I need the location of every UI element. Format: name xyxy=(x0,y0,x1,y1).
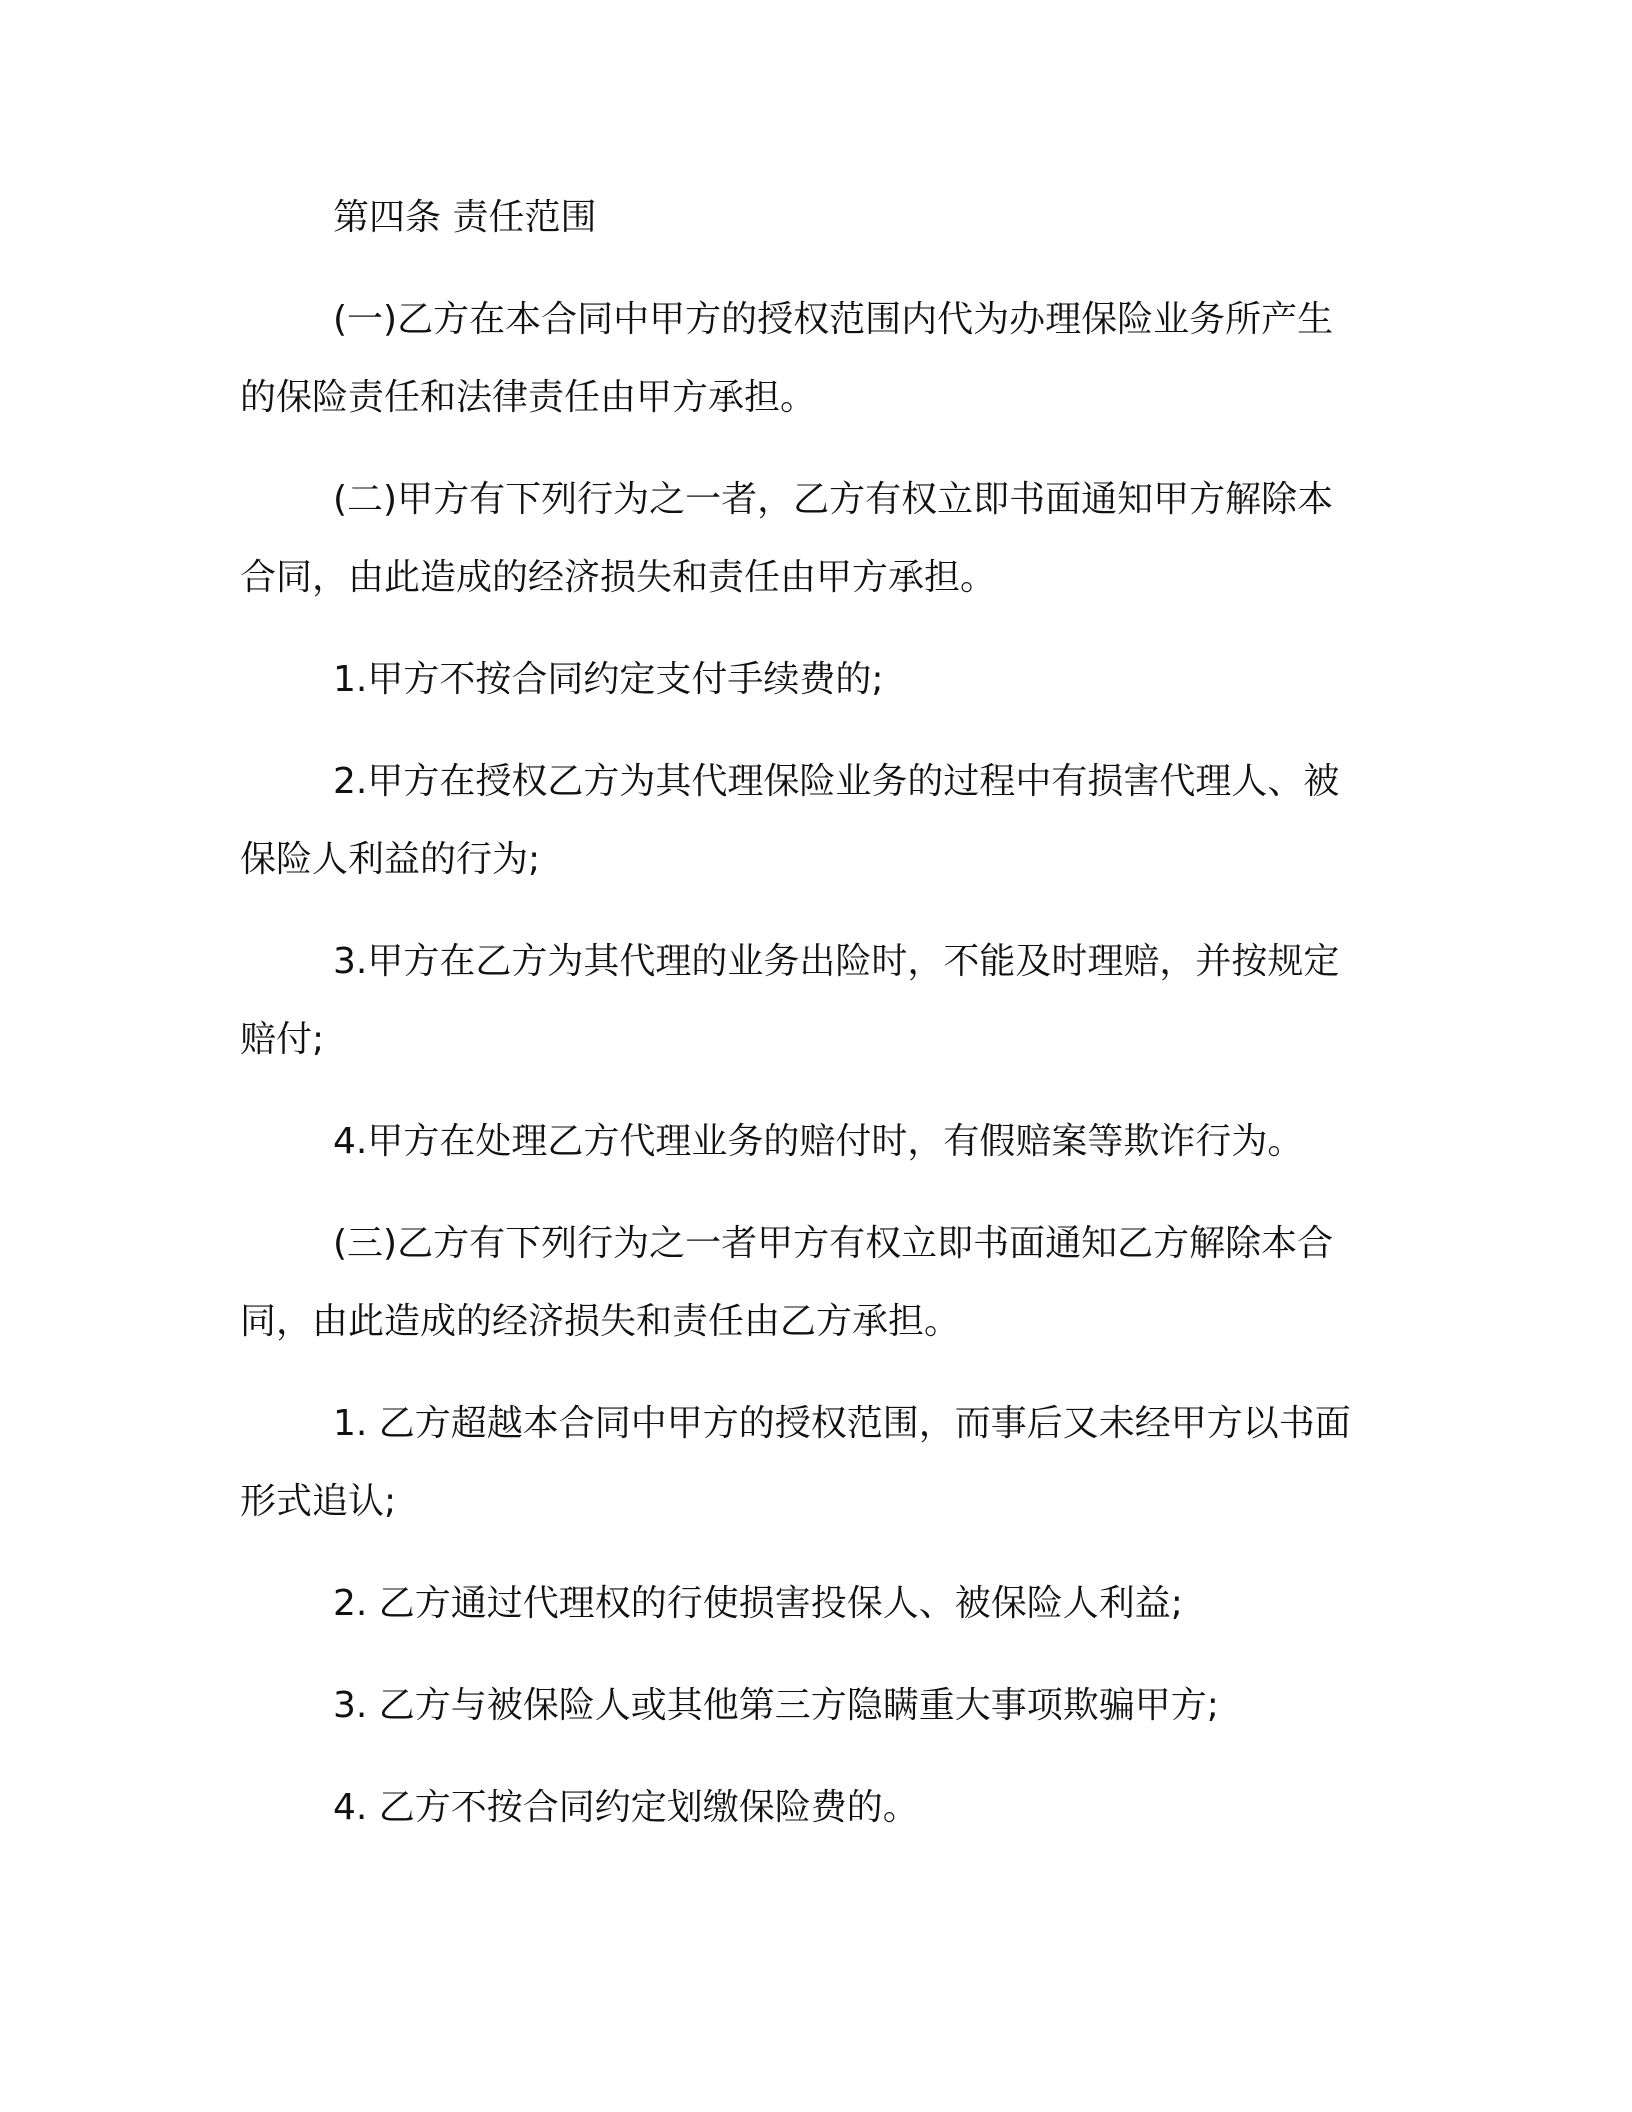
item-a1: 1.甲方不按合同约定支付手续费的; xyxy=(333,659,884,700)
item-a4: 4.甲方在处理乙方代理业务的赔付时，有假赔案等欺诈行为。 xyxy=(333,1121,1304,1162)
paragraph-2-line-1: (二)甲方有下列行为之一者，乙方有权立即书面通知甲方解除本 xyxy=(333,479,1334,520)
article-heading: 第四条 责任范围 xyxy=(333,197,597,238)
paragraph-2-line-2: 合同，由此造成的经济损失和责任由甲方承担。 xyxy=(240,557,997,598)
paragraph-1-line-1: (一)乙方在本合同中甲方的授权范围内代为办理保险业务所产生 xyxy=(333,299,1334,340)
item-a2-line-2: 保险人利益的行为; xyxy=(240,839,541,880)
paragraph-3-line-1: (三)乙方有下列行为之一者甲方有权立即书面通知乙方解除本合 xyxy=(333,1223,1334,1264)
item-b4: 4. 乙方不按合同约定划缴保险费的。 xyxy=(333,1787,919,1828)
item-b2: 2. 乙方通过代理权的行使损害投保人、被保险人利益; xyxy=(333,1583,1183,1624)
item-b3: 3. 乙方与被保险人或其他第三方隐瞒重大事项欺骗甲方; xyxy=(333,1685,1219,1726)
paragraph-3-line-2: 同，由此造成的经济损失和责任由乙方承担。 xyxy=(240,1301,961,1342)
item-a2-line-1: 2.甲方在授权乙方为其代理保险业务的过程中有损害代理人、被 xyxy=(333,761,1340,802)
item-b1-line-2: 形式追认; xyxy=(240,1481,397,1522)
item-a3-line-1: 3.甲方在乙方为其代理的业务出险时，不能及时理赔，并按规定 xyxy=(333,941,1340,982)
item-a3-line-2: 赔付; xyxy=(240,1019,325,1060)
paragraph-1-line-2: 的保险责任和法律责任由甲方承担。 xyxy=(240,377,817,418)
item-b1-line-1: 1. 乙方超越本合同中甲方的授权范围，而事后又未经甲方以书面 xyxy=(333,1403,1351,1444)
